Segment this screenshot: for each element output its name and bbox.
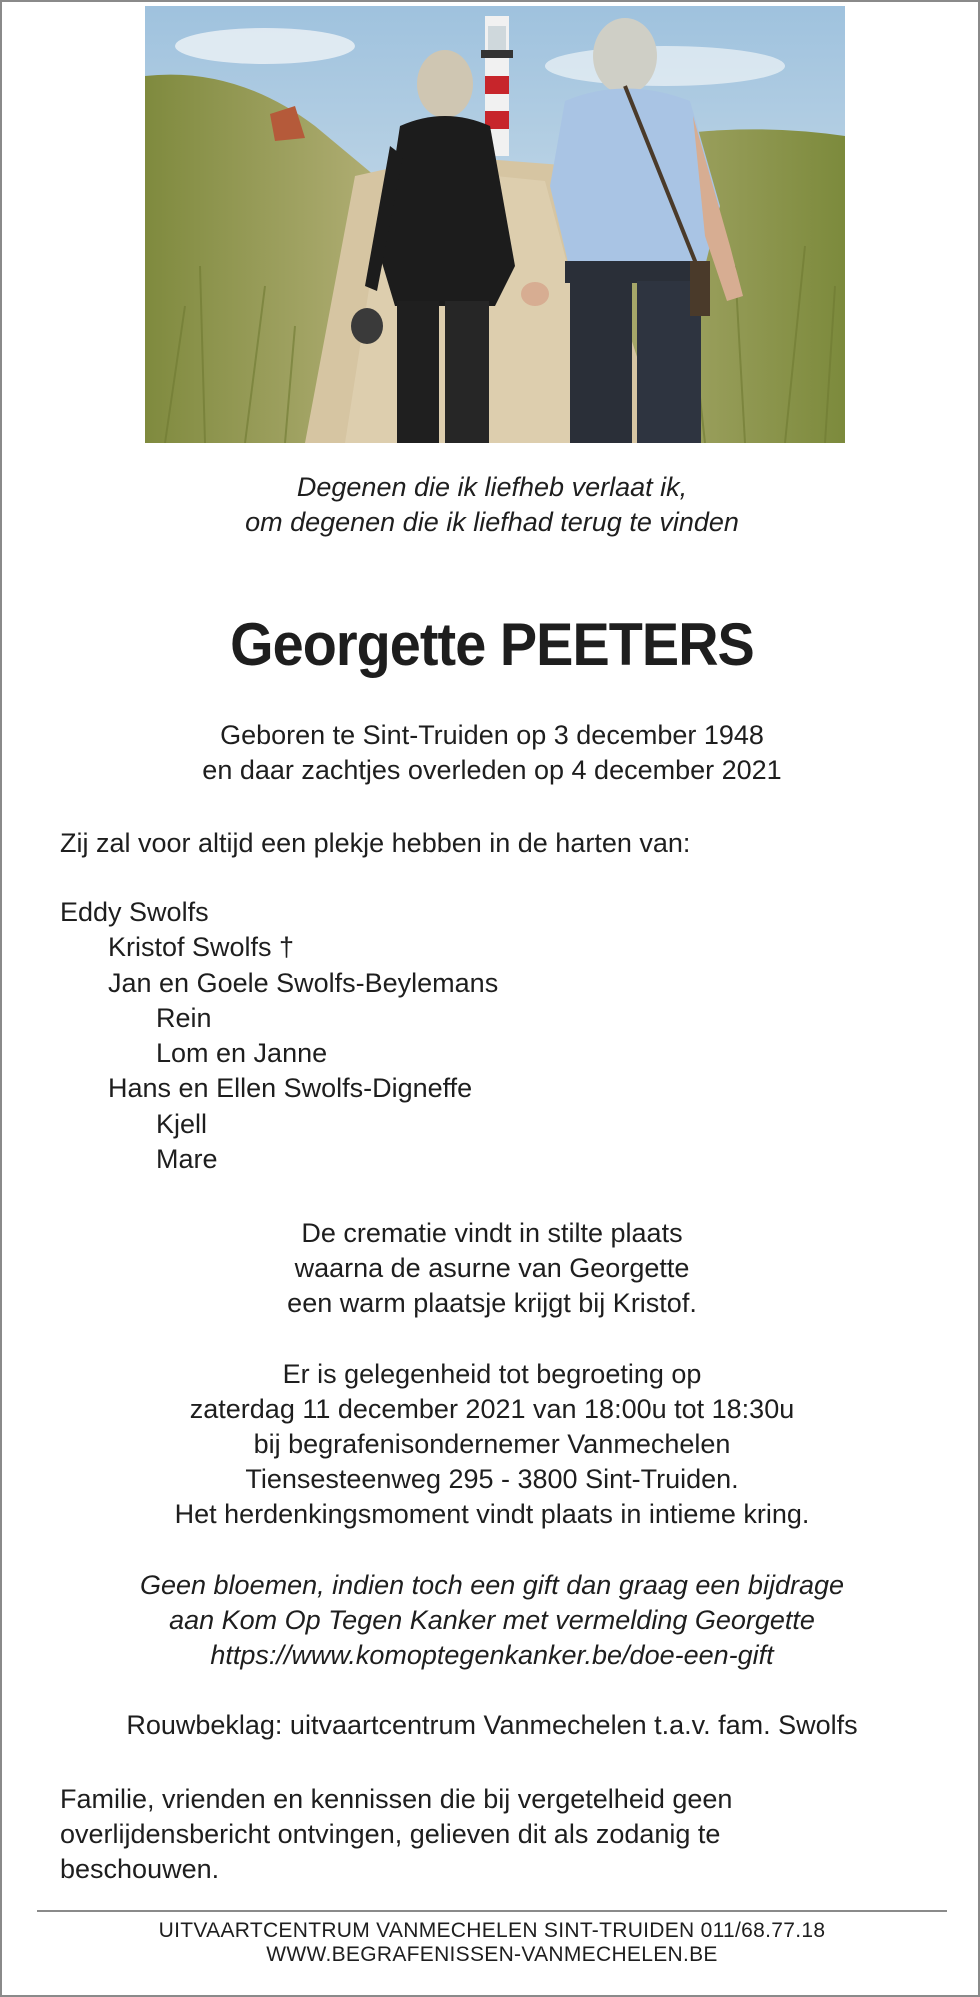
funeral-home-footer (2, 1919, 980, 1967)
visitation-line: Tiensesteenweg 295 - 3800 Sint-Truiden. (245, 1464, 739, 1494)
gift-line: Geen bloemen, indien toch een gift dan graag een bijdrage (139, 1570, 845, 1600)
cremation-notice (2, 1216, 980, 1321)
couple-walking-photo (145, 6, 845, 443)
family-member: Eddy Swolfs (60, 897, 209, 927)
family-member: Jan en Goele Swolfs-Beylemans (108, 967, 499, 998)
funeral-home-name-phone: UITVAARTCENTRUM VANMECHELEN SINT-TRUIDEN 011/68.77.18 (158, 1919, 826, 1942)
footer-divider (37, 1910, 947, 1912)
photo-illustration (145, 6, 845, 443)
quote-line: Degenen die ik liefheb verlaat ik, (296, 472, 688, 502)
family-intro: Zij zal voor altijd een plekje hebben in de harten van: (60, 828, 691, 858)
funeral-home-website: WWW.BEGRAFENISSEN-VANMECHELEN.BE (266, 1943, 718, 1966)
visitation-line: bij begrafenisondernemer Vanmechelen (253, 1429, 731, 1459)
visitation-line: Het herdenkingsmoment vindt plaats in intieme kring. (174, 1499, 810, 1529)
family-member: Lom en Janne (156, 1038, 328, 1069)
birth-death-details (2, 718, 980, 788)
death-line: en daar zachtjes overleden op 4 december 2021 (202, 755, 782, 785)
family-member: Rein (156, 1002, 212, 1033)
visitation-line: zaterdag 11 december 2021 van 18:00u tot 18:30u (189, 1394, 795, 1424)
family-list (60, 895, 498, 1177)
family-note-line: beschouwen. (60, 1854, 220, 1884)
visitation-notice (2, 1357, 980, 1532)
quote-line: om degenen die ik liefhad terug te vinden (245, 507, 739, 537)
condolence-address: Rouwbeklag: uitvaartcentrum Vanmechelen t.a.v. fam. Swolfs (126, 1710, 858, 1740)
family-member: Kristof Swolfs † (108, 932, 295, 963)
family-note-line: Familie, vrienden en kennissen die bij vergetelheid geen (60, 1784, 733, 1814)
deceased-name: Georgette PEETERS (230, 611, 754, 678)
family-note-line: overlijdensbericht ontvingen, gelieven dit als zodanig te (60, 1819, 721, 1849)
family-note (60, 1782, 920, 1887)
visitation-line: Er is gelegenheid tot begroeting op (282, 1359, 702, 1389)
gift-url: https://www.komoptegenkanker.be/doe-een-gift (210, 1640, 774, 1670)
opening-quote (2, 470, 980, 540)
birth-line: Geboren te Sint-Truiden op 3 december 1948 (220, 720, 764, 750)
family-member: Hans en Ellen Swolfs-Digneffe (108, 1073, 473, 1104)
family-member: Kjell (156, 1108, 208, 1139)
cremation-line: een warm plaatsje krijgt bij Kristof. (287, 1288, 697, 1318)
gift-line: aan Kom Op Tegen Kanker met vermelding Georgette (169, 1605, 815, 1635)
family-member: Mare (156, 1144, 218, 1175)
gift-notice (2, 1568, 980, 1673)
cremation-line: De crematie vindt in stilte plaats (301, 1218, 683, 1248)
cremation-line: waarna de asurne van Georgette (294, 1253, 690, 1283)
